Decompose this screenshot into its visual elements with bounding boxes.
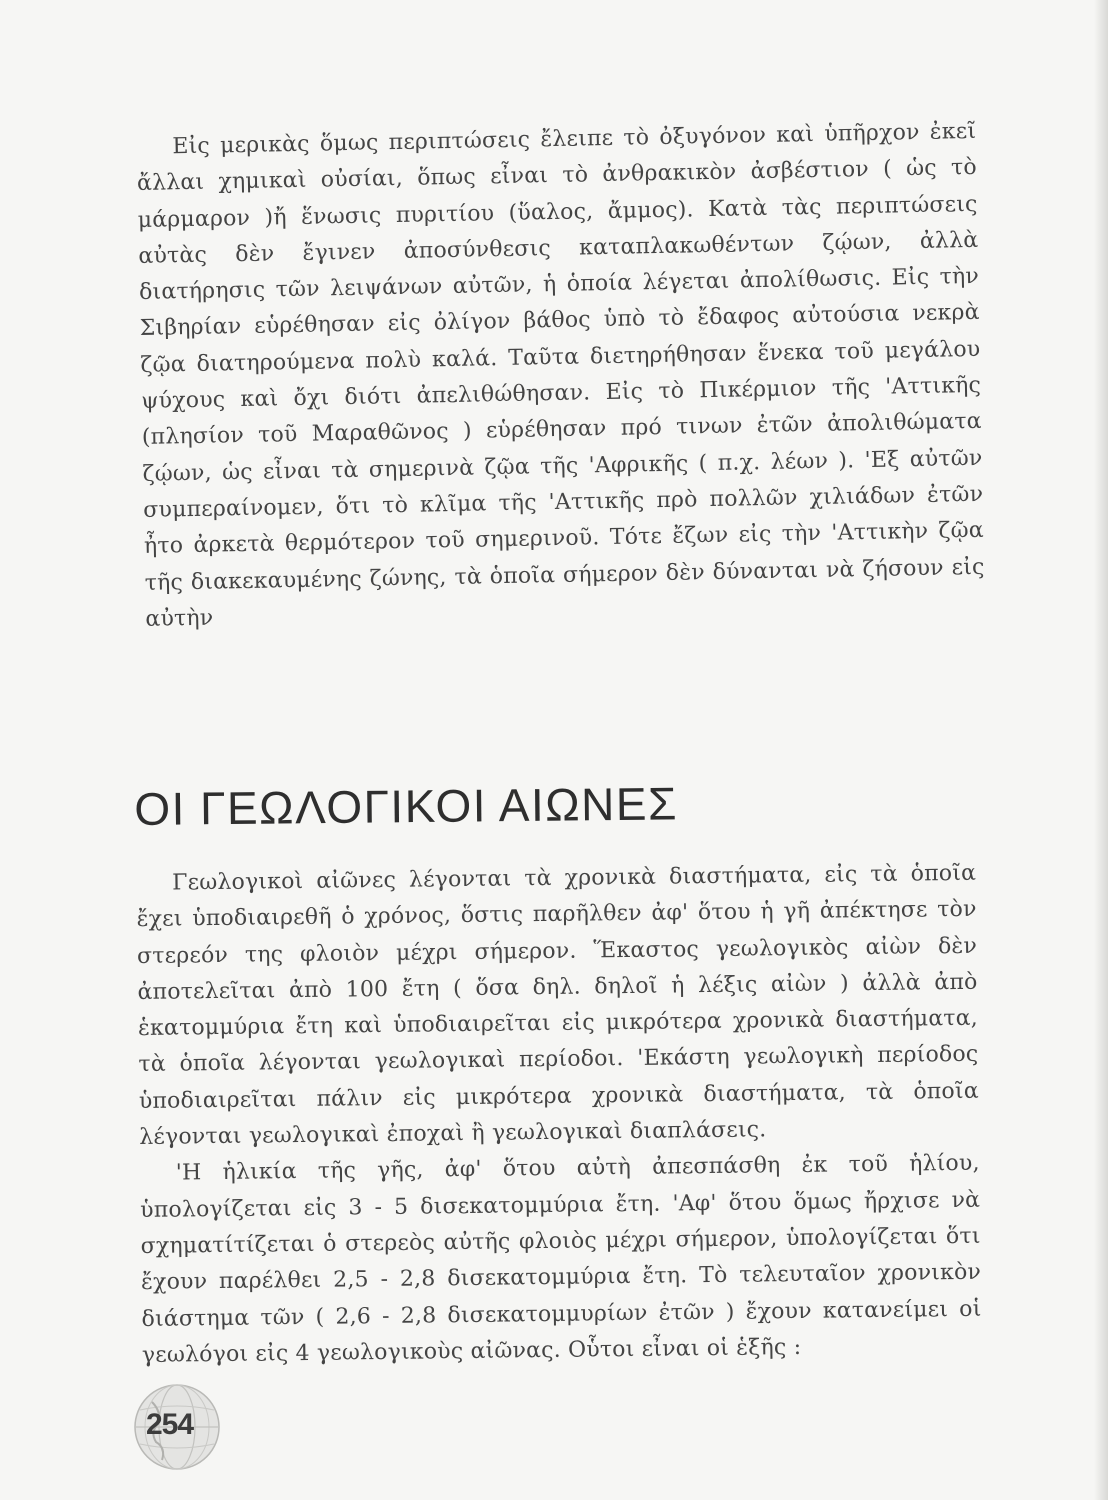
bottom-text-block — [136, 856, 982, 1374]
top-text-block — [136, 114, 986, 638]
page-number-badge — [132, 1382, 222, 1472]
paragraph-geological-eras: Γεωλογικοὶ αἰῶνες λέγονται τὰ χρονικὰ διαστήματα, εἰς τὰ ὁποῖα ἔχει ὑποδιαιρεθῆ ὁ χρόνος, ὅστις παρῆλθεν ἀφ' ὅτου ἡ γῆ ἀπέκτησε τὸν στερεόν της φλοιὸν μέχρι σήμερον. Ἕκαστος γεωλογικὸς αἰὼν δὲν ἀποτελεῖται ἀπὸ 100 ἔτη ( ὅσα δηλ. δηλοῖ ἡ λέξις αἰὼν ) ἀλλὰ ἀπὸ ἑκατομμύρια ἔτη καὶ ὑποδιαιρεῖται εἰς μικρότερα χρονικὰ διαστήματα, τὰ ὁποῖα λέγονται γεωλογικαὶ περίοδοι. 'Εκάστη γεωλογικὴ περίοδος ὑποδιαιρεῖται πάλιν εἰς μικρότερα χρονικὰ διαστήματα, τὰ ὁποῖα λέγονται γεωλογικαὶ ἐποχαὶ ἢ γεωλογικαὶ διαπλάσεις. — [136, 860, 979, 1151]
page-number: 254 — [146, 1408, 194, 1441]
paragraph-fossilization: Εἰς μερικὰς ὅμως περιπτώσεις ἔλειπε τὸ ὀξυγόνον καὶ ὑπῆρχον ἐκεῖ ἄλλαι χημικαὶ οὐσίαι, ὅπως εἶναι τὸ ἀνθρακικὸν ἀσβέστιον ( ὡς τὸ μάρμαρον )ἤ ἕνωσις πυριτίου (ὕαλος, ἄμμος). Κατὰ τὰς περιπτώσεις αὐτὰς δὲν ἔγινεν ἀποσύνθεσις καταπλακωθέντων ζῴων, ἀλλὰ διατήρησις τῶν λειψάνων αὐτῶν, ἡ ὁποία λέγεται ἀπολίθωσις. Εἰς τὴν Σιβηρίαν εὑρέθησαν εἰς ὀλίγον βάθος ὑπὸ τὸ ἔδαφος αὐτούσια νεκρὰ ζῷα διατηρούμενα πολὺ καλά. Ταῦτα διετηρήθησαν ἕνεκα τοῦ μεγάλου ψύχους καὶ ὄχι διότι ἀπελιθώθησαν. Εἰς τὸ Πικέρμιον τῆς 'Αττικῆς (πλησίον τοῦ Μαραθῶνος ) εὑρέθησαν πρό τινων ἐτῶν ἀπολιθώματα ζῴων, ὡς εἶναι τὰ σημερινὰ ζῷα τῆς 'Αφρικῆς ( π.χ. λέων ). 'Εξ αὐτῶν συμπεραίνομεν, ὅτι τὸ κλῖμα τῆς 'Αττικῆς πρὸ πολλῶν χιλιάδων ἐτῶν ἦτο ἀρκετὰ θερμότερον τοῦ σημερινοῦ. Τότε ἔζων εἰς τὴν 'Αττικὴν ζῷα τῆς διακεκαυμένης ζώνης, τὰ ὁποῖα σήμερον δὲν δύνανται νὰ ζήσουν εἰς αὐτὴν — [136, 118, 985, 632]
page-edge-shadow — [1094, 0, 1108, 1500]
paragraph-earth-age: 'Η ἡλικία τῆς γῆς, ἀφ' ὅτου αὐτὴ ἀπεσπάσθη ἐκ τοῦ ἡλίου, ὑπολογίζεται εἰς 3 - 5 δισεκατομμύρια ἔτη. 'Αφ' ὅτου ὅμως ἤρχισε νὰ σχηματίτίζεται ὁ στερεὸς αὐτῆς φλοιὸς μέχρι σήμερον, ὑπολογίζεται ὅτι ἔχουν παρέλθει 2,5 - 2,8 δισεκατομμύρια ἔτη. Τὸ τελευταῖον χρονικὸν διάστημα τῶν ( 2,6 - 2,8 δισεκατομμυρίων ἐτῶν ) ἔχουν κατανείμει οἱ γεωλόγοι εἰς 4 γεωλογικοὺς αἰῶνας. Οὗτοι εἶναι οἱ ἑξῆς : — [140, 1151, 982, 1368]
section-title: ΟΙ ΓΕΩΛΟΓΙΚΟΙ ΑΙΩΝΕΣ — [134, 777, 679, 835]
